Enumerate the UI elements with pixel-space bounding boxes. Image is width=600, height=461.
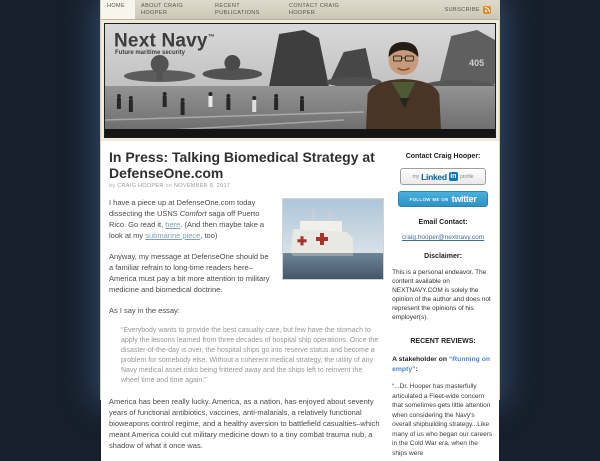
disclaimer-text: This is a personal endeavor. The content available on NEXTNAVY.COM is solely the opinion of the author and does not represent the opinions of his employer(s). — [392, 269, 491, 321]
article-column — [109, 149, 388, 461]
aircraft-number: 405 — [469, 57, 485, 69]
site-tagline: Future maritime security — [115, 50, 186, 56]
twitter-badge[interactable] — [398, 191, 488, 207]
page-wrapper — [100, 0, 500, 457]
nav-spacer — [357, 0, 437, 19]
subscribe-button[interactable] — [437, 0, 499, 19]
linkedin-prefix: my — [412, 173, 420, 180]
trademark: ™ — [207, 34, 215, 41]
review-quote: “...Dr. Hooper has masterfully articulated a Fleet-wide concern that sometimes gets little attention when considering the Navy's overall shipbuilding strategy...Like many of us who began our careers in the Cold War era, when the ships were — [392, 383, 493, 457]
top-navigation — [101, 0, 499, 20]
nav-tab-publications[interactable]: RECENT PUBLICATIONS — [215, 3, 260, 16]
contact-heading: Contact Craig Hooper: — [405, 153, 481, 160]
twitter-prefix: FOLLOW ME ON — [409, 196, 449, 202]
linkedin-suffix: profile — [459, 173, 474, 180]
twitter-wordmark: twitter — [451, 194, 477, 204]
nav-tab-home[interactable]: HOME — [101, 0, 135, 19]
header-banner — [104, 23, 496, 138]
post-byline — [109, 183, 384, 189]
content-area — [101, 141, 499, 461]
linkedin-wordmark: Linked — [421, 171, 447, 182]
hospital-ship-photo — [282, 198, 384, 280]
linkedin-in-icon: in — [450, 173, 457, 180]
running-on-empty-link[interactable]: “Running on empty” — [392, 356, 491, 373]
email-heading: Email Contact: — [418, 219, 468, 226]
byline-on: on — [165, 183, 173, 189]
nav-tab-about[interactable]: ABOUT CRAIG HOOPER — [141, 3, 184, 16]
byline-author: CRAIG HOOPER — [117, 183, 164, 189]
defenseone-link[interactable]: here — [165, 220, 181, 229]
email-link[interactable]: craig.hooper@nextnavy.com — [401, 234, 485, 241]
byline-date: NOVEMBER 8, 2017 — [174, 183, 231, 189]
linkedin-badge[interactable] — [400, 168, 486, 185]
subscribe-label: SUBSCRIBE — [444, 6, 480, 13]
sidebar — [388, 149, 494, 461]
byline-by: by — [109, 183, 116, 189]
site-title: Next Navy™ — [114, 30, 215, 52]
rss-icon — [483, 6, 491, 14]
recent-reviews-heading: RECENT REVIEWS: — [410, 338, 476, 345]
submarine-piece-link[interactable]: submarine piece — [145, 231, 201, 240]
paragraph-2: Anyway, my message at DefenseOne should be a familiar refrain to long-time readers here–America must pay a bit more attention to military medicine and biomedical doctrine. — [109, 252, 270, 294]
review-intro: A stakeholder on “Running on empty”: — [392, 356, 491, 373]
paragraph-1: I have a piece up at DefenseOne.com today dissecting the USNS Comfort saga off Puerto Rico. Go read it, here. (And then maybe take a look at my submarine piece, too) — [109, 198, 265, 240]
ship-name-italic: Comfort — [179, 209, 207, 218]
essay-quote: “Everybody wants to provide the best casualty care, but few have the stomach to apply the lessons learned from three decades of hospital ship operations. Once the disaster-of-the-day is over, the hospital ships go into reserve status and become a problem for somebody else. Without a coherent medical strategy, the utility of any Navy medical asset risks being frittered away and the ships left to reinvent the wheel time and time again.” — [121, 327, 379, 384]
nav-tab-contact[interactable]: CONTACT CRAIG HOOPER — [289, 3, 340, 16]
paragraph-4: America has been really lucky. America, as a nation, has enjoyed about seventy years of functional antibiotics, vaccines, anti-malarials, a relatively functional bioweapons control regime, and a healthy aversion to battlefield casualties–which meant America could cut military medicine down to a tiny combat trauma nub, a shadow of what it once was. — [109, 397, 380, 450]
paragraph-3: As I say in the essay: — [109, 306, 180, 315]
post-title: In Press: Talking Biomedical Strategy at DefenseOne.com — [109, 149, 375, 181]
disclaimer-heading: Disclaimer: — [424, 253, 462, 260]
